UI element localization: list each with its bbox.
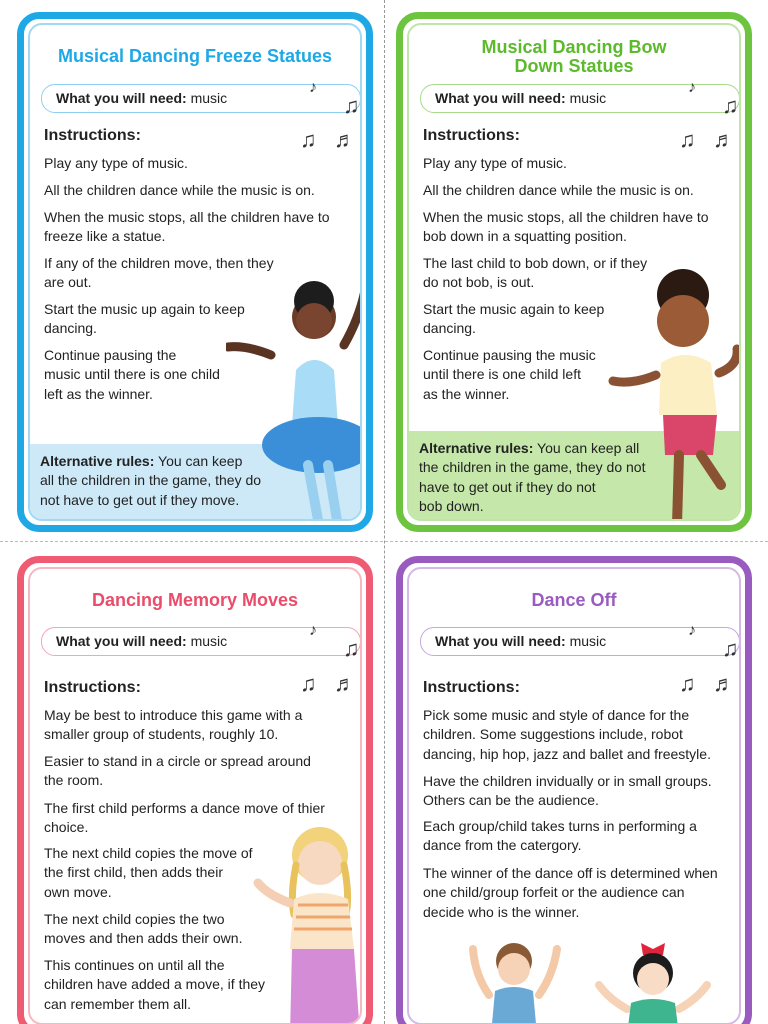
instruction-paragraph: The next child copies the move of the first child, then adds their own move.	[44, 845, 253, 900]
instruction-paragraph: The last child to bob down, or if they do not bob, is out.	[423, 255, 648, 291]
alternative-rules-box: Alternative rules: You can keep all the children in the game, they do not have to get out if they do not bob down.	[409, 431, 739, 521]
instruction-paragraph: When the music stops, all the children have to bob down in a squatting position.	[423, 209, 709, 245]
materials-label: What you will need:	[56, 90, 187, 106]
instruction-paragraph: Start the music up again to keep dancing.	[44, 301, 245, 337]
instruction-paragraph: The winner of the dance off is determined when one child/group forfeit or the audience can decide who is the winner.	[423, 865, 718, 920]
music-note-icon: ♫	[679, 127, 696, 152]
card-title-line: Down Statues	[514, 56, 634, 76]
instruction-paragraph: Play any type of music.	[44, 155, 188, 171]
materials-value: music	[569, 633, 607, 649]
materials-value: music	[190, 633, 228, 649]
card-title	[409, 38, 739, 76]
music-note-icon: ♫	[679, 671, 696, 696]
cut-line-vertical	[384, 0, 385, 1024]
card-title-line: Dance Off	[531, 590, 617, 610]
girl-dancing-illustration	[601, 265, 741, 521]
instruction-paragraph: All the children dance while the music is on.	[44, 182, 315, 198]
boy-cheering-illustration	[459, 935, 569, 1024]
music-note-icon: ♫	[300, 671, 317, 696]
instruction-paragraph: May be best to introduce this game with a smaller group of students, roughly 10.	[44, 707, 303, 743]
instruction-paragraph: Each group/child takes turns in performing a dance from the catergory.	[423, 818, 697, 854]
music-note-icon: ♫	[300, 127, 317, 152]
card-dancing-memory-moves	[17, 556, 373, 1024]
materials-label: What you will need:	[435, 90, 566, 106]
card-title	[30, 47, 360, 66]
card-inner	[407, 23, 741, 521]
instruction-paragraph: The next child copies the two moves and then adds their own.	[44, 911, 243, 947]
instruction-paragraph: When the music stops, all the children have to freeze like a statue.	[44, 209, 330, 245]
eighth-note-icon: ♪	[688, 79, 696, 96]
instruction-paragraph: Continue pausing the music until there is one child left as the winner.	[44, 347, 220, 402]
card-inner	[28, 23, 362, 521]
instruction-paragraph: The first child performs a dance move of thier choice.	[44, 800, 325, 836]
instructions-heading: Instructions:	[423, 679, 520, 696]
beamed-notes-icon: ♬	[334, 671, 356, 696]
card-title-line: Dancing Memory Moves	[91, 590, 299, 610]
beamed-notes-icon: ♫	[722, 636, 739, 661]
instruction-paragraph: Start the music again to keep dancing.	[423, 301, 605, 337]
instructions-heading: Instructions:	[44, 679, 141, 696]
girl-cheering-illustration	[593, 939, 713, 1024]
beamed-notes-icon: ♬	[334, 127, 356, 152]
card-title	[30, 591, 360, 610]
card-inner	[28, 567, 362, 1024]
card-inner	[407, 567, 741, 1024]
card-freeze-statues	[17, 12, 373, 532]
instruction-paragraph: Continue pausing the music until there is one child left as the winner.	[423, 347, 596, 402]
eighth-note-icon: ♪	[688, 622, 696, 639]
beamed-notes-icon: ♬	[713, 671, 735, 696]
beamed-notes-icon: ♫	[343, 93, 360, 118]
instruction-paragraph: All the children dance while the music is on.	[423, 182, 694, 198]
card-dance-off	[396, 556, 752, 1024]
instruction-paragraph: This continues on until all the children have added a move, if they can remember them all.	[44, 957, 266, 1012]
materials-label: What you will need:	[56, 633, 187, 649]
instruction-paragraph: Pick some music and style of dance for the children. Some suggestions include, robot dancing, hip hop, jazz and ballet and freestyle.	[423, 707, 711, 762]
ballerina-illustration	[226, 265, 362, 521]
materials-value: music	[190, 90, 228, 106]
instructions-heading: Instructions:	[44, 127, 141, 144]
beamed-notes-icon: ♬	[713, 127, 735, 152]
beamed-notes-icon: ♫	[722, 93, 739, 118]
card-title	[409, 591, 739, 610]
eighth-note-icon: ♪	[309, 622, 317, 639]
instruction-paragraph: Have the children invidually or in small groups. Others can be the audience.	[423, 773, 712, 809]
card-title-line: Musical Dancing Freeze Statues	[57, 46, 333, 66]
card-title-line: Musical Dancing Bow	[481, 37, 667, 57]
eighth-note-icon: ♪	[309, 79, 317, 96]
instruction-paragraph: Easier to stand in a circle or spread around the room.	[44, 753, 311, 789]
instruction-paragraph: If any of the children move, then they are out.	[44, 255, 274, 291]
instruction-paragraph: Play any type of music.	[423, 155, 567, 171]
blonde-girl-illustration	[250, 825, 362, 1024]
cut-line-horizontal	[0, 541, 768, 542]
materials-value: music	[569, 90, 607, 106]
beamed-notes-icon: ♫	[343, 636, 360, 661]
materials-label: What you will need:	[435, 633, 566, 649]
alternative-rules-box: Alternative rules: You can keep all the children in the game, they do not have to get out if they move.	[30, 444, 360, 521]
instructions-heading: Instructions:	[423, 127, 520, 144]
card-bow-down-statues	[396, 12, 752, 532]
